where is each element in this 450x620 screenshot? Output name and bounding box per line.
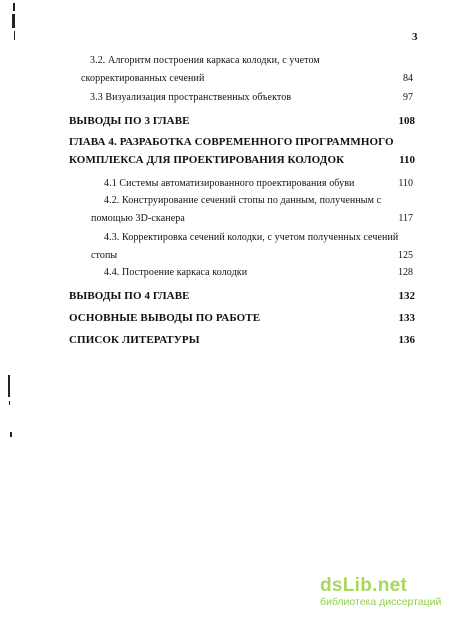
toc-references: СПИСОК ЛИТЕРАТУРЫ	[69, 334, 200, 346]
toc-entry: 4.3. Корректировка сечений колодки, с учетом полученных сечений	[104, 232, 399, 243]
toc-entry: 3.3 Визуализация пространственных объектов	[90, 92, 292, 103]
toc-page-number: 84	[403, 73, 413, 84]
scan-speck	[13, 3, 15, 11]
toc-entry: 4.1 Системы автоматизированного проектирования обуви	[104, 178, 355, 189]
toc-page-number: 133	[398, 312, 415, 324]
toc-entry: 4.4. Построение каркаса колодки	[104, 267, 248, 278]
toc-entry: стопы	[91, 250, 118, 261]
toc-page-number: 128	[398, 267, 413, 278]
toc-page-number: 125	[398, 250, 413, 261]
toc-page-number: 136	[398, 334, 415, 346]
toc-page-number: 132	[398, 290, 415, 302]
page-number: 3	[412, 31, 418, 43]
watermark-brand: dsLib.net	[320, 575, 408, 596]
toc-entry: скорректированных сечений	[81, 73, 205, 84]
toc-entry: 4.2. Конструирование сечений стопы по данным, полученным с	[104, 195, 382, 206]
scan-speck	[10, 432, 12, 437]
toc-chapter-summary: ВЫВОДЫ ПО 4 ГЛАВЕ	[69, 290, 190, 302]
toc-page-number: 117	[398, 213, 413, 224]
watermark-tagline: библиотека диссертаций	[320, 596, 442, 608]
scan-speck	[12, 14, 15, 28]
toc-chapter-title: ГЛАВА 4. РАЗРАБОТКА СОВРЕМЕННОГО ПРОГРАММНОГО	[69, 136, 394, 148]
toc-chapter-summary: ВЫВОДЫ ПО 3 ГЛАВЕ	[69, 115, 190, 127]
toc-page-number: 108	[398, 115, 415, 127]
toc-page-number: 110	[399, 154, 415, 166]
watermark-logo	[320, 575, 448, 608]
toc-entry: 3.2. Алгоритм построения каркаса колодки, с учетом	[90, 55, 320, 66]
toc-conclusions: ОСНОВНЫЕ ВЫВОДЫ ПО РАБОТЕ	[69, 312, 261, 324]
toc-page-number: 97	[403, 92, 413, 103]
scan-speck	[8, 375, 10, 397]
scan-speck	[14, 31, 15, 40]
toc-chapter-title: КОМПЛЕКСА ДЛЯ ПРОЕКТИРОВАНИЯ КОЛОДОК	[69, 154, 345, 166]
scan-speck	[9, 401, 10, 405]
toc-page-number: 110	[398, 178, 413, 189]
toc-entry: помощью 3D-сканера	[91, 213, 185, 224]
